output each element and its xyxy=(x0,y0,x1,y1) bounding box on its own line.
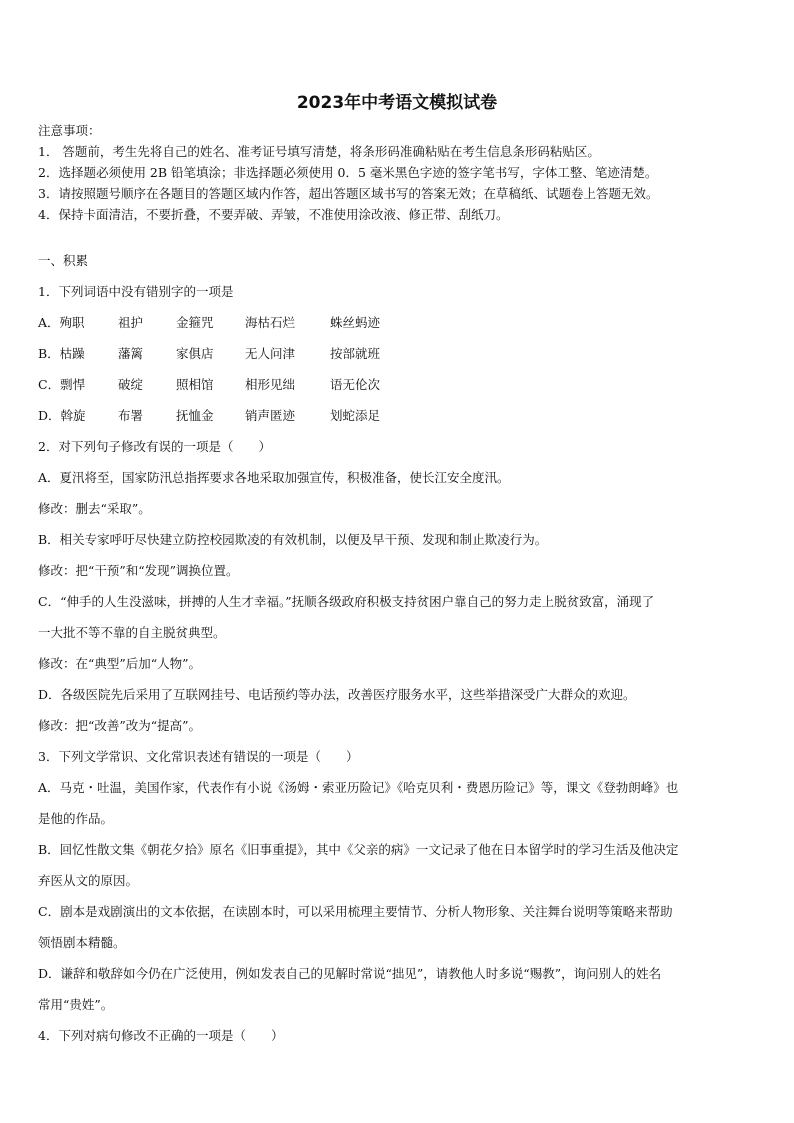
option-word: 划蛇添足 xyxy=(330,408,381,423)
option-word: 按部就班 xyxy=(330,346,381,361)
option-word: 无人问津 xyxy=(245,346,296,361)
question-2-option-a: A．夏汛将至，国家防汛总指挥要求各地采取加强宣传，积极准备，使长江安全度汛。 xyxy=(38,470,510,485)
question-1-option-c xyxy=(38,369,760,400)
option-word: 相形见绌 xyxy=(245,377,296,392)
question-2-option-c: C．“伸手的人生没滋味，拼搏的人生才幸福。”抚顺各级政府积极支持贫困户靠自己的努力走上脱贫致富，涌现了 xyxy=(38,594,655,609)
section-heading: 一、积累 xyxy=(38,253,89,268)
notice-item: 2．选择题必须使用 2B 铅笔填涂；非选择题必须使用 0．5 毫米黑色字迹的签字笔书写，字体工整、笔迹清楚。 xyxy=(38,165,658,180)
question-2-option-c-fix: 修改：在“典型”后加“人物”。 xyxy=(38,656,202,671)
question-3-option-d: D．谦辞和敬辞如今仍在广泛使用，例如发表自己的见解时常说“拙见”，请教他人时多说“赐教”，询问别人的姓名 xyxy=(38,966,662,981)
option-label: B．枯躁 xyxy=(38,346,85,361)
option-word: 藩篱 xyxy=(118,346,144,361)
option-word: 蛛丝蚂迹 xyxy=(330,315,381,330)
question-3-option-c: C．剧本是戏剧演出的文本依据，在读剧本时，可以采用梳理主要情节、分析人物形象、关注舞台说明等策略来帮助 xyxy=(38,904,673,919)
page-title: 2023年中考语文模拟试卷 xyxy=(296,93,498,113)
question-2-stem: 2．对下列句子修改有误的一项是（ ） xyxy=(38,439,271,454)
option-word: 金箍咒 xyxy=(176,315,214,330)
question-3-option-a-cont: 是他的作品。 xyxy=(38,811,114,826)
option-label: A．殉职 xyxy=(38,315,85,330)
option-word: 照相馆 xyxy=(176,377,214,392)
notice-item: 4．保持卡面清洁，不要折叠，不要弄破、弄皱，不准使用涂改液、修正带、刮纸刀。 xyxy=(38,207,509,222)
question-2-option-d-fix: 修改：把“改善”改为“提高”。 xyxy=(38,718,202,733)
question-3-option-b: B．回忆性散文集《朝花夕拾》原名《旧事重提》，其中《父亲的病》一文记录了他在日本留学时的学习生活及他决定 xyxy=(38,842,679,857)
question-3-option-d-cont: 常用“贵姓”。 xyxy=(38,997,114,1012)
question-2-option-c-cont: 一大批不等不靠的自主脱贫典型。 xyxy=(38,625,226,640)
notice-block xyxy=(38,120,758,225)
notice-item: 3．请按照题号顺序在各题目的答题区域内作答，超出答题区域书写的答案无效；在草稿纸、试题卷上答题无效。 xyxy=(38,186,659,201)
option-word: 语无伦次 xyxy=(330,377,381,392)
question-3-option-c-cont: 领悟剧本精髓。 xyxy=(38,935,126,950)
option-word: 销声匿迹 xyxy=(245,408,296,423)
question-3-option-b-cont: 弃医从文的原因。 xyxy=(38,873,139,888)
question-2-option-d: D．各级医院先后采用了互联网挂号、电话预约等办法，改善医疗服务水平，这些举措深受广大群众的欢迎。 xyxy=(38,687,636,702)
question-2-option-b: B．相关专家呼吁尽快建立防控校园欺凌的有效机制，以便及早干预、发现和制止欺凌行为。 xyxy=(38,532,548,547)
notice-heading: 注意事项： xyxy=(38,123,101,138)
question-3-stem: 3．下列文学常识、文化常识表述有错误的一项是（ ） xyxy=(38,749,359,764)
questions xyxy=(38,245,760,1051)
option-word: 布署 xyxy=(118,408,144,423)
option-label: D．斡旋 xyxy=(38,408,86,423)
question-1-stem: 1．下列词语中没有错别字的一项是 xyxy=(38,284,234,299)
option-word: 破绽 xyxy=(118,377,144,392)
question-1-option-d xyxy=(38,400,760,431)
notice-item: 1． 答题前，考生先将自己的姓名、准考证号填写清楚，将条形码准确粘贴在考生信息条形码粘贴区。 xyxy=(38,144,600,159)
question-1-option-a xyxy=(38,307,760,338)
question-1-option-b xyxy=(38,338,760,369)
option-word: 祖护 xyxy=(118,315,144,330)
question-2-option-a-fix: 修改：删去“采取”。 xyxy=(38,501,151,516)
option-word: 抚恤金 xyxy=(176,408,214,423)
option-label: C．剽悍 xyxy=(38,377,86,392)
question-3-option-a: A．马克・吐温，美国作家，代表作有小说《汤姆・索亚历险记》《哈克贝利・费恩历险记》等，课文《登勃朗峰》也 xyxy=(38,780,679,795)
question-4-stem: 4．下列对病句修改不正确的一项是（ ） xyxy=(38,1028,284,1043)
option-word: 家俱店 xyxy=(176,346,214,361)
question-2-option-b-fix: 修改：把“干预”和“发现”调换位置。 xyxy=(38,563,239,578)
option-word: 海枯石烂 xyxy=(245,315,296,330)
